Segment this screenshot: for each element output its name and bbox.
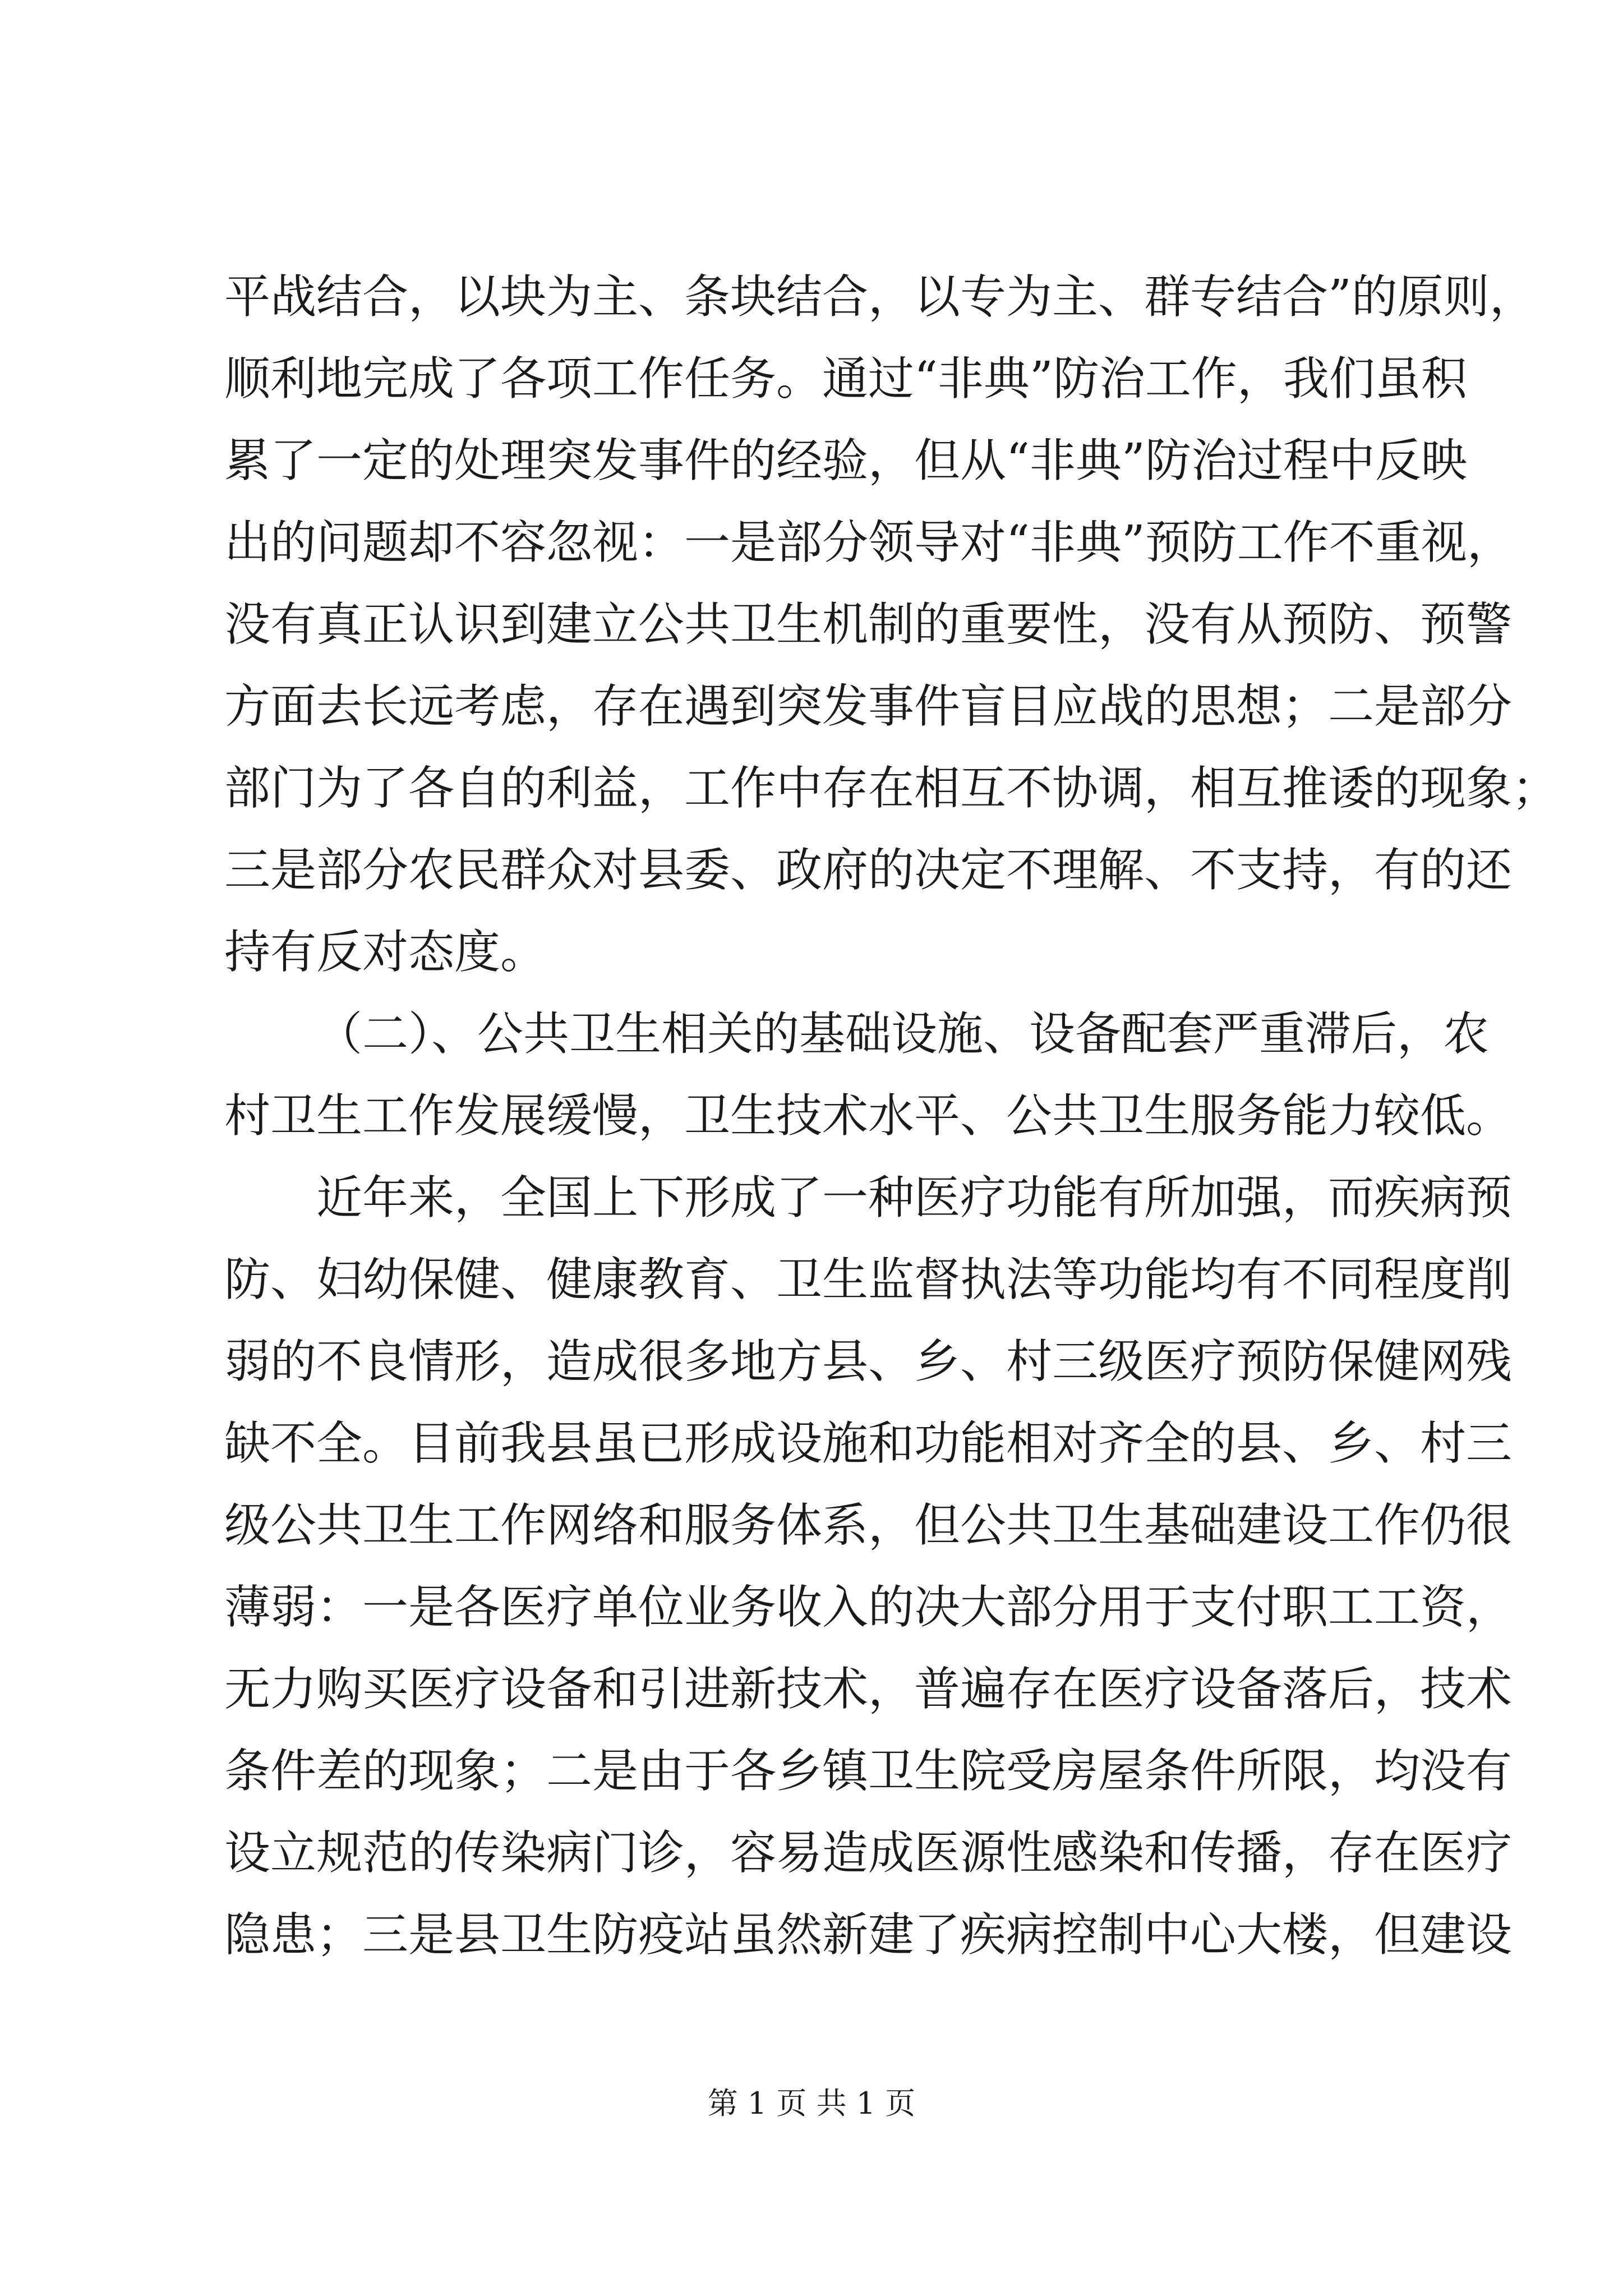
body-text-line: 弱的不良情形，造成很多地方县、乡、村三级医疗预防保健网残	[224, 1335, 1513, 1388]
body-text-line: 薄弱：一是各医疗单位业务收入的决大部分用于支付职工工资，	[224, 1581, 1513, 1634]
page-footer: 第 1 页 共 1 页	[707, 2086, 916, 2121]
body-text-line: 平战结合，以块为主、条块结合，以专为主、群专结合”的原则，	[224, 270, 1536, 324]
body-text-line: 顺利地完成了各项工作任务。通过“非典”防治工作，我们虽积	[224, 352, 1467, 406]
body-text-line: 没有真正认识到建立公共卫生机制的重要性，没有从预防、预警	[224, 598, 1513, 651]
body-text-line: 缺不全。目前我县虽已形成设施和功能相对齐全的县、乡、村三	[224, 1417, 1513, 1470]
body-text-line: 持有反对态度。	[224, 926, 547, 979]
body-text-line: 三是部分农民群众对县委、政府的决定不理解、不支持，有的还	[224, 844, 1513, 897]
body-text-line: 部门为了各自的利益，工作中存在相互不协调，相互推诿的现象；	[224, 762, 1559, 815]
body-text-line: 隐患；三是县卫生防疫站虽然新建了疾病控制中心大楼，但建设	[224, 1908, 1513, 1962]
body-text-line: 近年来，全国上下形成了一种医疗功能有所加强，而疾病预	[316, 1171, 1513, 1225]
section-heading-line: （二）、公共卫生相关的基础设施、设备配套严重滞后，农	[316, 1007, 1490, 1061]
body-text-line: 条件差的现象；二是由于各乡镇卫生院受房屋条件所限，均没有	[224, 1745, 1513, 1798]
body-text-line: 防、妇幼保健、健康教育、卫生监督执法等功能均有不同程度削	[224, 1253, 1513, 1306]
body-text-line: 方面去长远考虑，存在遇到突发事件盲目应战的思想；二是部分	[224, 680, 1513, 733]
section-heading-line: 村卫生工作发展缓慢，卫生技术水平、公共卫生服务能力较低。	[224, 1089, 1513, 1143]
body-text-line: 级公共卫生工作网络和服务体系，但公共卫生基础建设工作仍很	[224, 1499, 1513, 1552]
body-text-line: 设立规范的传染病门诊，容易造成医源性感染和传播，存在医疗	[224, 1826, 1513, 1880]
body-text-line: 累了一定的处理突发事件的经验，但从“非典”防治过程中反映	[224, 434, 1467, 487]
body-text-line: 出的问题却不容忽视：一是部分领导对“非典”预防工作不重视，	[224, 516, 1513, 569]
body-text-line: 无力购买医疗设备和引进新技术，普遍存在医疗设备落后，技术	[224, 1663, 1513, 1716]
